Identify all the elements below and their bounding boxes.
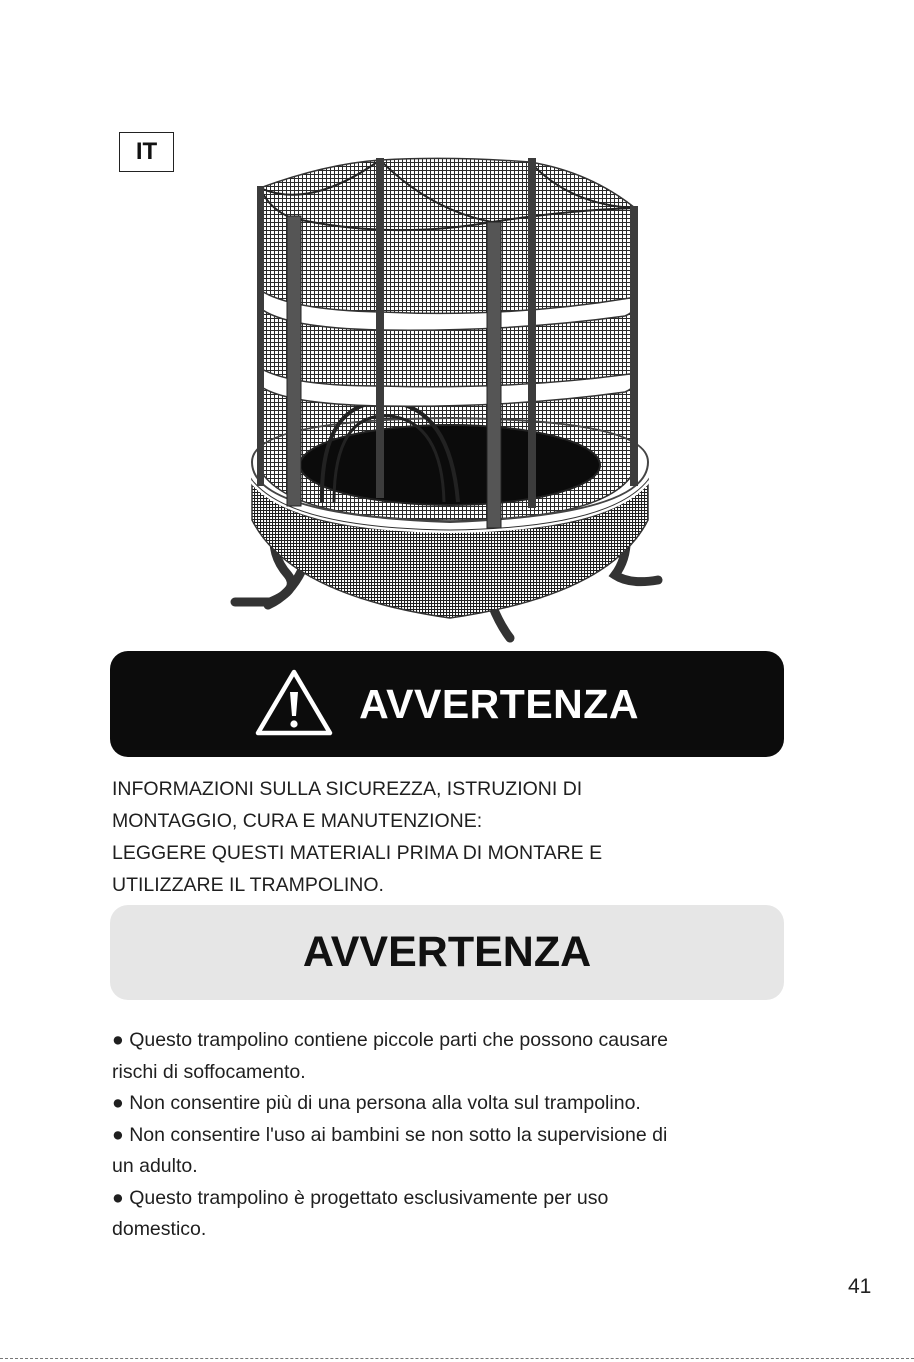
- warning-list-line: ● Non consentire l'uso ai bambini se non sotto la supervisione di: [112, 1123, 668, 1146]
- net-pole: [528, 158, 536, 508]
- warning-list-line: ● Questo trampolino contiene piccole parti che possono causare: [112, 1029, 668, 1051]
- warning-triangle-icon: [255, 668, 333, 736]
- trampoline-illustration: [230, 150, 670, 645]
- intro-line: INFORMAZIONI SULLA SICUREZZA, ISTRUZIONI DI: [112, 778, 583, 800]
- warning-list-line: ● Non consentire più di una persona alla volta sul trampolino.: [112, 1092, 641, 1114]
- warning-list-line: ● Questo trampolino è progettato esclusivamente per uso: [112, 1186, 609, 1209]
- net-pole: [257, 186, 264, 486]
- warning-banner: [110, 651, 784, 757]
- intro-line: UTILIZZARE IL TRAMPOLINO.: [112, 874, 384, 896]
- page-cut-line: [0, 1358, 914, 1359]
- warning-list-line: domestico.: [112, 1218, 207, 1240]
- warning-heading: AVVERTENZA: [302, 928, 592, 976]
- net-pole: [487, 222, 501, 528]
- net-pole: [287, 216, 301, 506]
- warning-list: [112, 1025, 792, 1246]
- warning-heading-box: [110, 905, 784, 1000]
- warning-title: AVVERTENZA: [359, 680, 639, 727]
- intro-text: [112, 773, 792, 901]
- net-pole: [630, 206, 638, 486]
- intro-line: MONTAGGIO, CURA E MANUTENZIONE:: [112, 810, 483, 832]
- intro-line: LEGGERE QUESTI MATERIALI PRIMA DI MONTARE E: [112, 842, 603, 864]
- warning-list-line: rischi di soffocamento.: [112, 1060, 306, 1083]
- warning-list-line: un adulto.: [112, 1155, 198, 1177]
- net-pole: [376, 158, 384, 498]
- page-number: 41: [848, 1275, 872, 1298]
- language-tag: IT: [119, 132, 174, 172]
